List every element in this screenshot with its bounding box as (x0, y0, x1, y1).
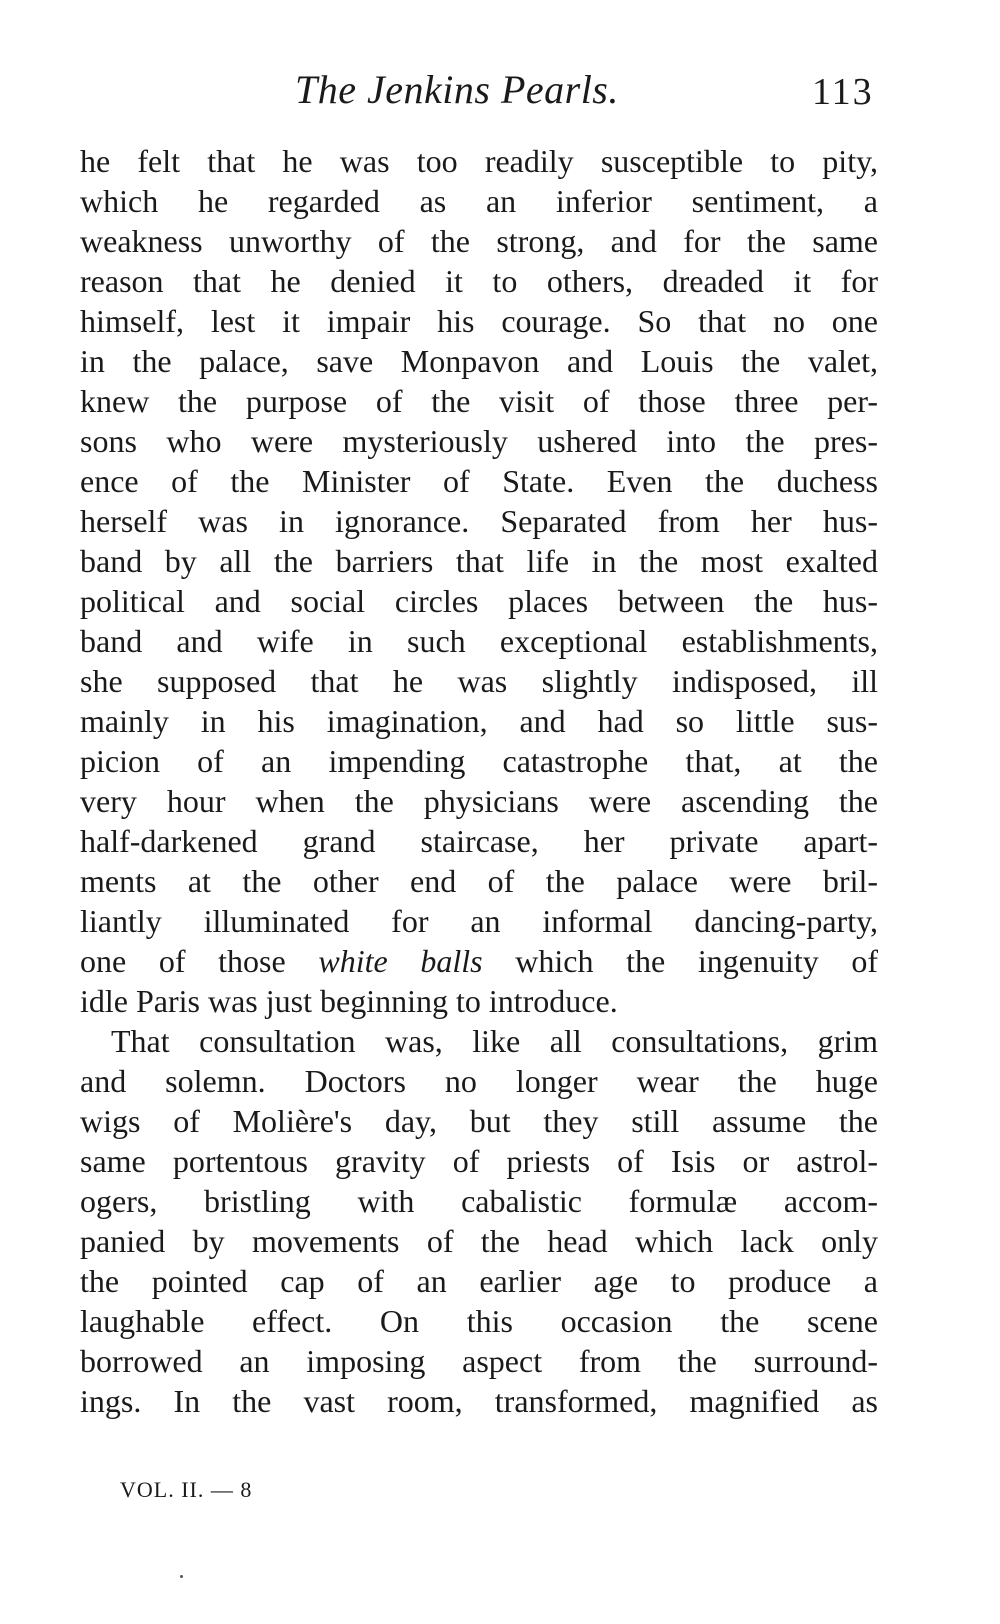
text-line: ence of the Minister of State. Even the duchess (80, 463, 878, 499)
text-line: ments at the other end of the palace were bril- (80, 863, 878, 899)
text-line: reason that he denied it to others, dreaded it for (80, 263, 878, 299)
signature-mark: VOL. II. — 8 (120, 1477, 253, 1502)
text-line: political and social circles places between the hus- (80, 583, 878, 619)
text-line: which he regarded as an inferior sentiment, a (80, 183, 878, 219)
text-line: he felt that he was too readily susceptible to pity, (80, 143, 878, 179)
text-line: herself was in ignorance. Separated from her hus- (80, 503, 878, 539)
text-line: band by all the barriers that life in the most exalted (80, 543, 878, 579)
text-line: same portentous gravity of priests of Isis or astrol- (80, 1143, 878, 1179)
text-line: himself, lest it impair his courage. So that no one (80, 303, 878, 339)
paragraph-last-line: idle Paris was just beginning to introduce. (80, 983, 618, 1019)
paragraph-first-line: That consultation was, like all consultations, grim (111, 1023, 878, 1059)
text-line: very hour when the physicians were ascending the (80, 783, 878, 819)
text-line: panied by movements of the head which lack only (80, 1223, 878, 1259)
italic-phrase: white balls (318, 943, 483, 979)
text-line: and solemn. Doctors no longer wear the huge (80, 1063, 878, 1099)
text-line: knew the purpose of the visit of those three per- (80, 383, 878, 419)
text-line: ogers, bristling with cabalistic formulæ accom- (80, 1183, 878, 1219)
text-line: she supposed that he was slightly indisposed, ill (80, 663, 878, 699)
text-line: ings. In the vast room, transformed, magnified as (80, 1383, 878, 1419)
text-line: weakness unworthy of the strong, and for the same (80, 223, 878, 259)
text-line: wigs of Molière's day, but they still assume the (80, 1103, 878, 1139)
text-line: mainly in his imagination, and had so little sus- (80, 703, 878, 739)
running-title: The Jenkins Pearls. (295, 67, 619, 112)
text-segment: one of those (80, 943, 286, 979)
page-number: 113 (812, 71, 874, 113)
text-segment: which the ingenuity of (515, 943, 879, 979)
text-line-with-italics (80, 940, 878, 982)
text-line: half-darkened grand staircase, her private apart- (80, 823, 878, 859)
text-line: sons who were mysteriously ushered into the pres- (80, 423, 878, 459)
text-line: the pointed cap of an earlier age to produce a (80, 1263, 878, 1299)
text-line: in the palace, save Monpavon and Louis the valet, (80, 343, 878, 379)
text-line: liantly illuminated for an informal dancing-party, (80, 903, 878, 939)
text-line: picion of an impending catastrophe that, at the (80, 743, 878, 779)
paper-speck (180, 1575, 183, 1578)
text-line: borrowed an imposing aspect from the surround- (80, 1343, 878, 1379)
text-line: band and wife in such exceptional establishments, (80, 623, 878, 659)
text-line: laughable effect. On this occasion the scene (80, 1303, 878, 1339)
